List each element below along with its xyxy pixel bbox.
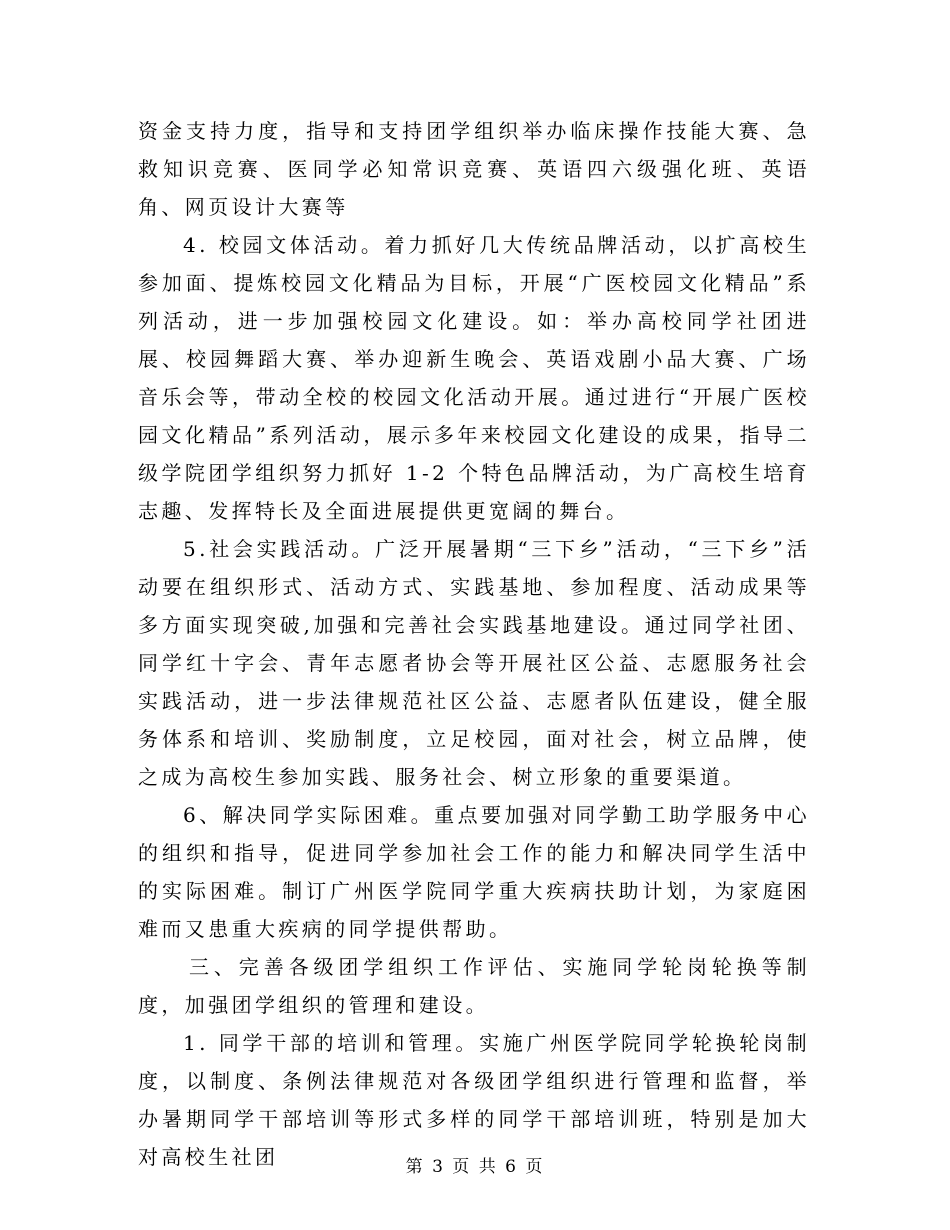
paragraph-social-practice: 5.社会实践活动。广泛开展暑期“三下乡”活动，“三下乡”活动要在组织形式、活动方式、实践基地、参加程度、活动成果等多方面实现突破,加强和完善社会实践基地建设。通过同学社团、同学红十字会、青年志愿者协会等开展社区公益、志愿服务社会实践活动，进一步法律规范社区公益、志愿者队伍建设，健全服务体系和培训、奖励制度，立足校园，面对社会，树立品牌，使之成为高校生参加实践、服务社会、树立形象的重要渠道。 [138, 537, 810, 789]
paragraph-campus-culture: 4. 校园文体活动。着力抓好几大传统品牌活动，以扩高校生参加面、提炼校园文化精品为目标，开展“广医校园文化精品”系列活动，进一步加强校园文化建设。如：举办高校同学社团进展、校园舞蹈大赛、举办迎新生晚会、英语戏剧小品大赛、广场音乐会等，带动全校的校园文化活动开展。通过进行“开展广医校园文化精品”系列活动，展示多年来校园文化建设的成果，指导二级学院团学组织努力抓好 1-2 个特色品牌活动，为广高校生培育志趣、发挥特长及全面进展提供更宽阔的舞台。 [138, 233, 810, 523]
paragraph-student-difficulties: 6、解决同学实际困难。重点要加强对同学勤工助学服务中心的组织和指导，促进同学参加社会工作的能力和解决同学生活中的实际困难。制订广州医学院同学重大疾病扶助计划，为家庭困难而又患重大疾病的同学提供帮助。 [138, 803, 810, 941]
paragraph-cadre-training: 1. 同学干部的培训和管理。实施广州医学院同学轮换轮岗制度，以制度、条例法律规范对各级团学组织进行管理和监督，举办暑期同学干部培训等形式多样的同学干部培训班，特别是加大对高校生社团 [138, 1031, 810, 1169]
paragraph-funding-support: 资金支持力度，指导和支持团学组织举办临床操作技能大赛、急救知识竞赛、医同学必知常识竞赛、英语四六级强化班、英语角、网页设计大赛等 [138, 119, 810, 219]
section-heading-organization: 三、完善各级团学组织工作评估、实施同学轮岗轮换等制度，加强团学组织的管理和建设。 [138, 955, 810, 1017]
page-number-footer: 第 3 页 共 6 页 [405, 1157, 545, 1177]
page-body [138, 112, 810, 1176]
